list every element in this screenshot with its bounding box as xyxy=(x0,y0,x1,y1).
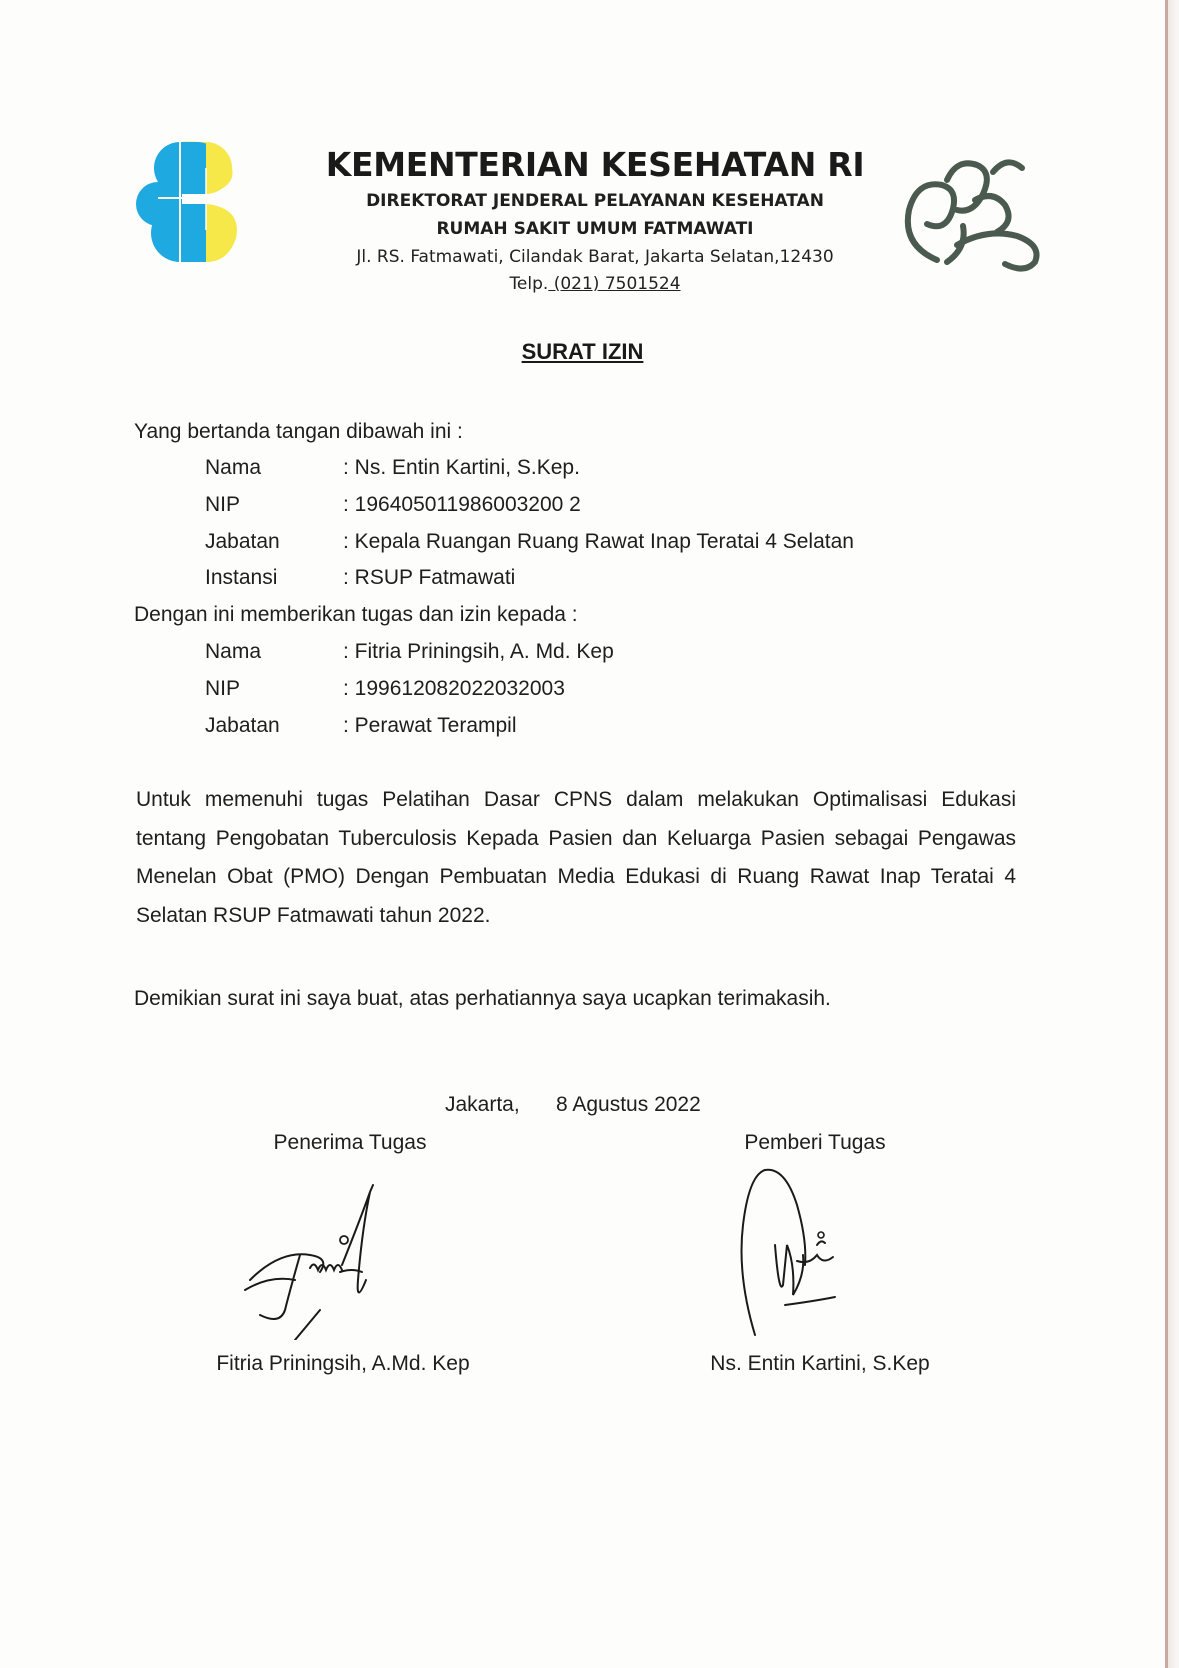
phone-label: Telp. xyxy=(509,274,549,294)
signer-position-value: : Kepala Ruangan Ruang Rawat Inap Teratai 4 Selatan xyxy=(343,530,854,553)
assignee-nip-value: : 199612082022032003 xyxy=(343,677,565,700)
assign-intro-text: Dengan ini memberikan tugas dan izin kepada : xyxy=(134,603,578,626)
phone-number: (021) 7501524 xyxy=(548,274,681,294)
ministry-name: KEMENTERIAN KESEHATAN RI xyxy=(325,145,865,184)
assignee-position-label: Jabatan xyxy=(205,714,280,737)
kemenkes-logo xyxy=(132,138,252,268)
signer-institution-label: Instansi xyxy=(205,566,278,589)
place-text: Jakarta, xyxy=(445,1093,520,1116)
assignee-position-value: : Perawat Terampil xyxy=(343,714,517,737)
closing-text: Demikian surat ini saya buat, atas perhatiannya saya ucapkan terimakasih. xyxy=(134,987,831,1010)
intro-text: Yang bertanda tangan dibawah ini : xyxy=(134,420,463,443)
recipient-signature xyxy=(240,1180,400,1340)
document-title: SURAT IZIN xyxy=(521,339,644,364)
assignee-nip-label: NIP xyxy=(205,677,241,700)
assignee-name-value: : Fitria Priningsih, A. Md. Kep xyxy=(343,640,614,663)
signer-name-value: : Ns. Entin Kartini, S.Kep. xyxy=(343,456,580,479)
date-text: 8 Agustus 2022 xyxy=(556,1093,701,1116)
recipient-name: Fitria Priningsih, A.Md. Kep xyxy=(216,1352,470,1375)
signer-position-label: Jabatan xyxy=(205,530,280,553)
hospital-address: Jl. RS. Fatmawati, Cilandak Barat, Jakarta Selatan,12430 xyxy=(356,247,834,267)
signer-nip-value: : 196405011986003200 2 xyxy=(343,493,581,516)
giver-signature xyxy=(735,1165,905,1345)
giver-name: Ns. Entin Kartini, S.Kep xyxy=(710,1352,930,1375)
signer-name-label: Nama xyxy=(205,456,262,479)
assignee-name-label: Nama xyxy=(205,640,262,663)
directorate-name: DIREKTORAT JENDERAL PELAYANAN KESEHATAN xyxy=(366,191,824,211)
hospital-phone xyxy=(260,274,930,294)
page-edge-shade xyxy=(1168,0,1179,1668)
signer-institution-value: : RSUP Fatmawati xyxy=(343,566,516,589)
signer-nip-label: NIP xyxy=(205,493,241,516)
hospital-name: RUMAH SAKIT UMUM FATMAWATI xyxy=(436,219,754,239)
recipient-label: Penerima Tugas xyxy=(273,1131,427,1154)
purpose-paragraph: Untuk memenuhi tugas Pelatihan Dasar CPNS dalam melakukan Optimalisasi Edukasi tentang Pengobatan Tuberculosis Kepada Pasien dan Keluarga Pasien sebagai Pengawas Menelan Obat (PMO) Dengan Pembuatan Media Edukasi di Ruang Rawat Inap Teratai 4 Selatan RSUP Fatmawati tahun 2022. xyxy=(136,788,1016,928)
giver-label: Pemberi Tugas xyxy=(744,1131,886,1154)
